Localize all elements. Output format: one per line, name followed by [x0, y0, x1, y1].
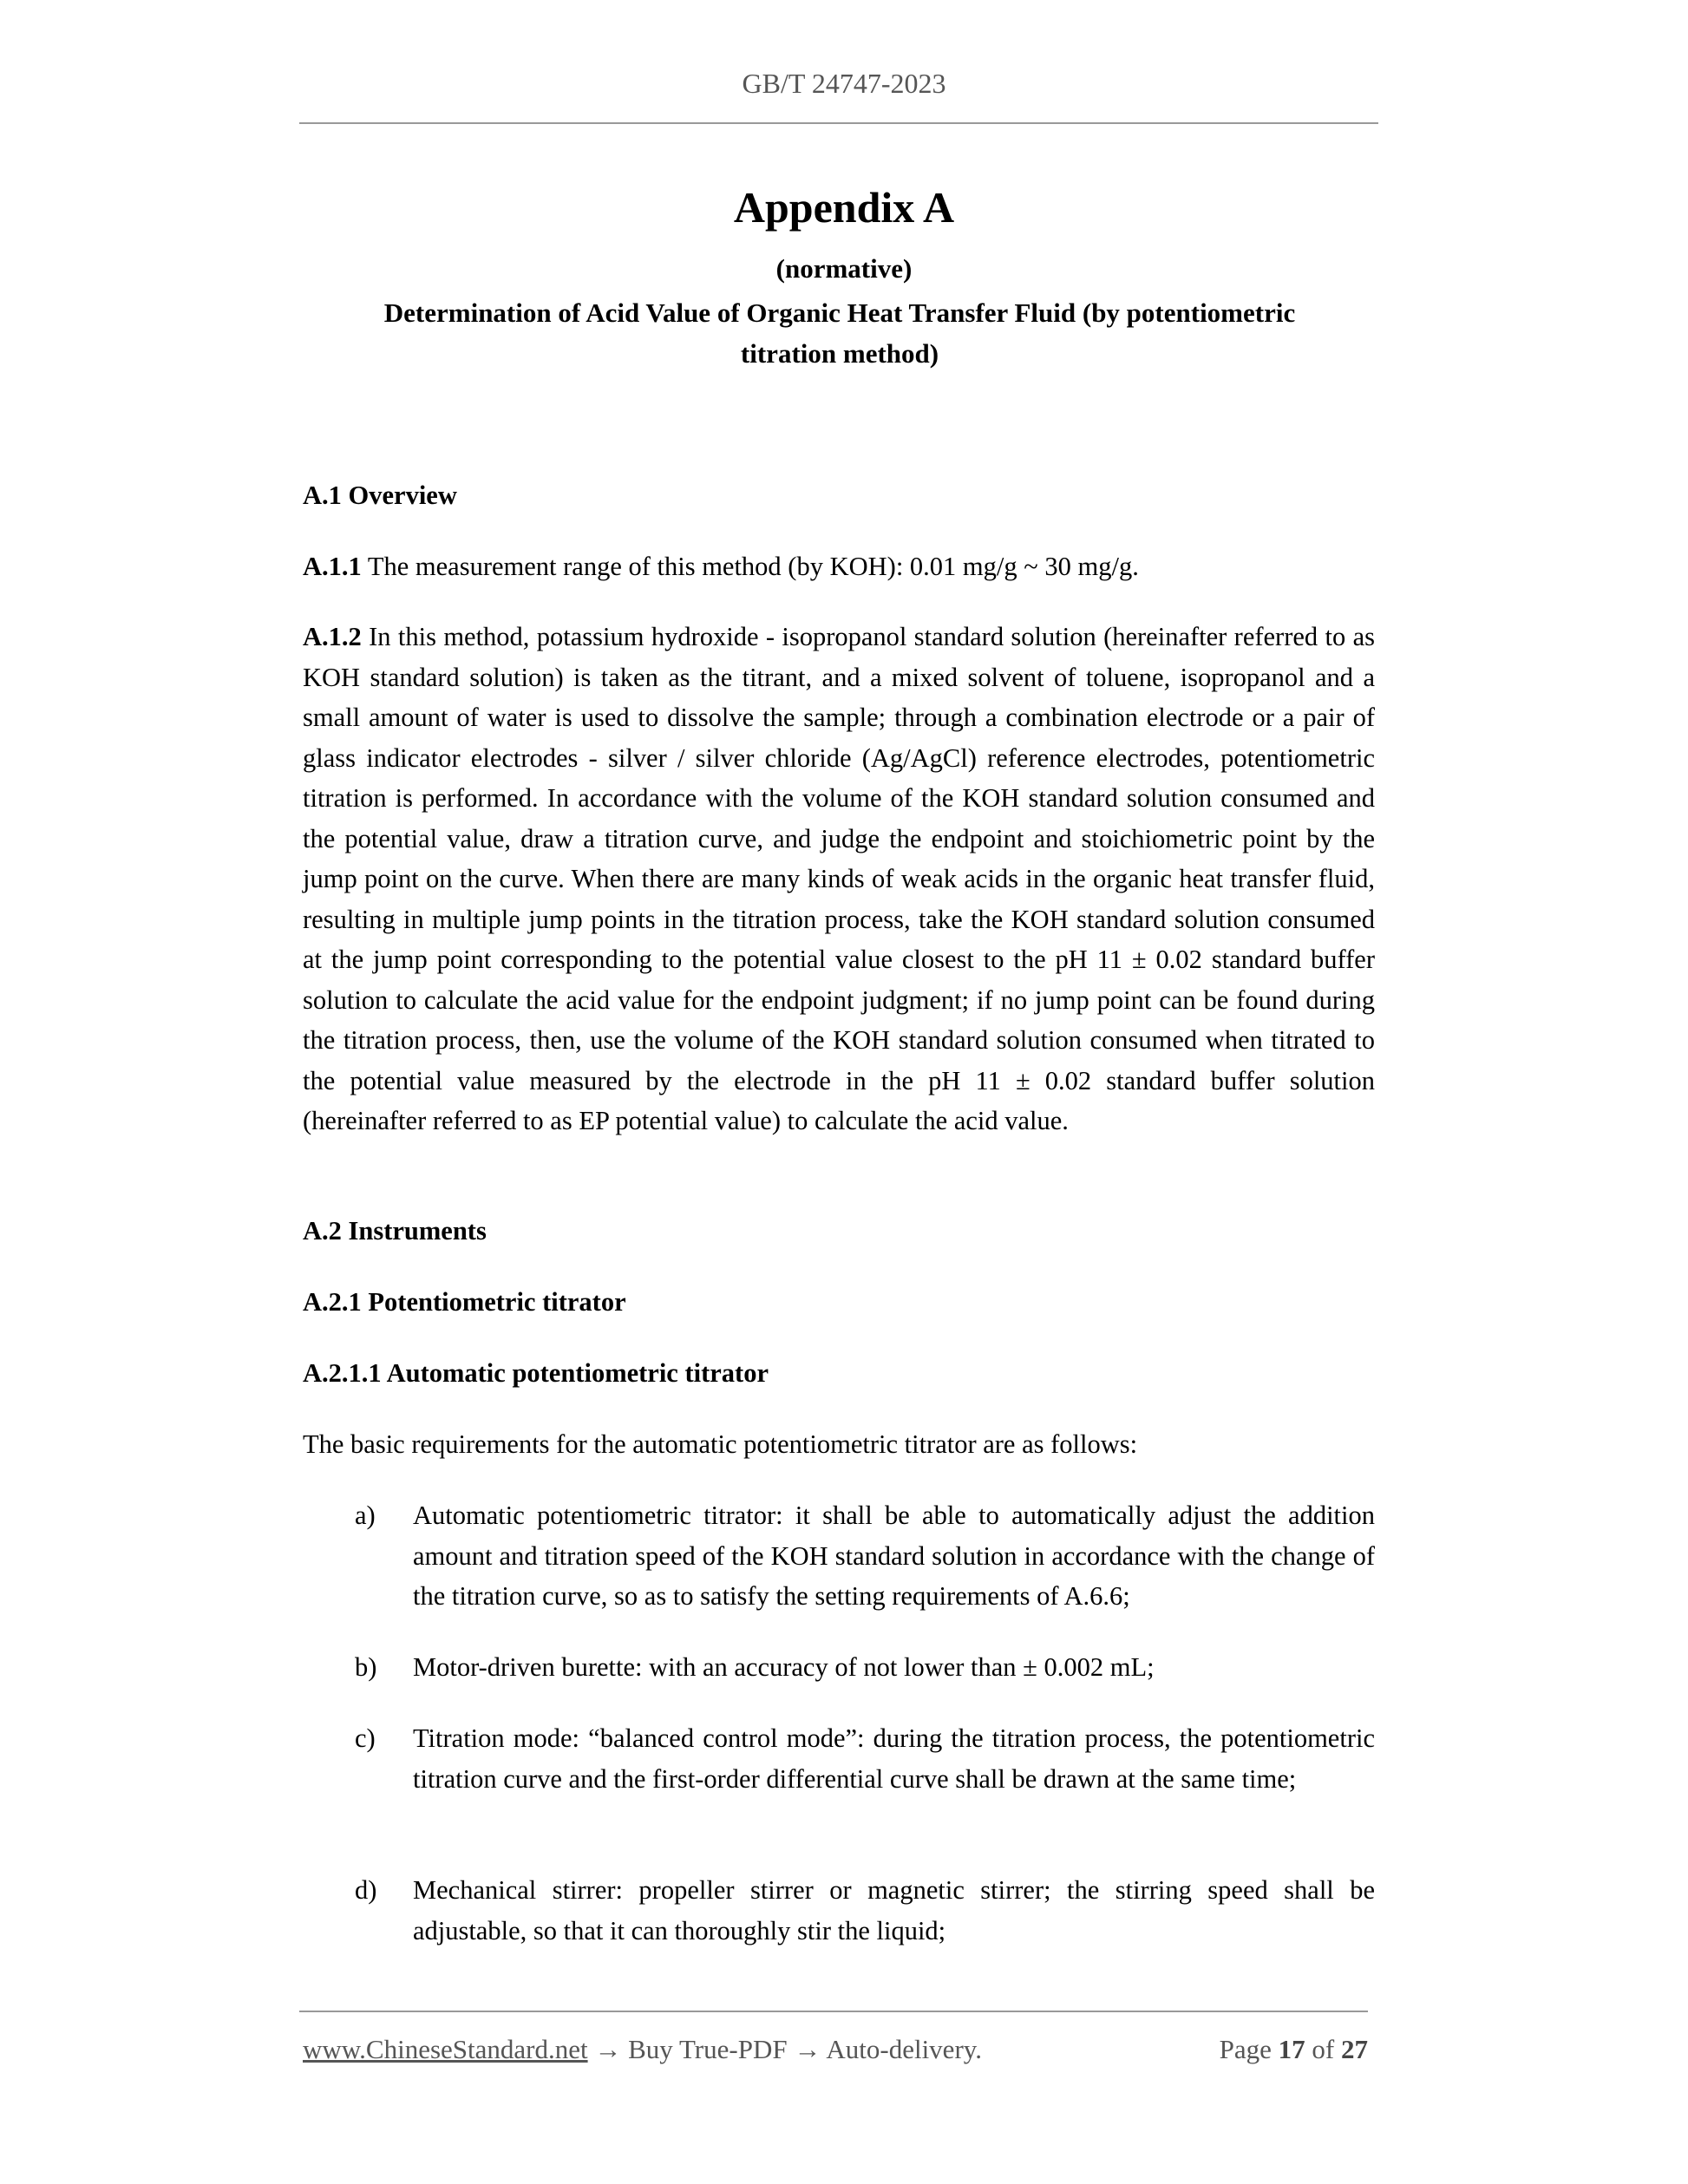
list-label: c) — [355, 1723, 376, 1753]
list-item-d — [303, 1870, 1375, 1951]
list-text: Titration mode: “balanced control mode”: during the titration process, the potentiometric titration curve and the first-order differential curve shall be drawn at the same time; — [413, 1723, 1375, 1794]
list-text: Mechanical stirrer: propeller stirrer or magnetic stirrer; the stirring speed shall be adjustable, so that it can thoroughly stir the liquid; — [413, 1875, 1375, 1945]
clause-text: In this method, potassium hydroxide - isopropanol standard solution (hereinafter referred to as KOH standard solution) is taken as the titrant, and a mixed solvent of toluene, isopropanol and a small amount of water is used to dissolve the sample; through a combination electrode or a pair of glass indicator electrodes - silver / silver chloride (Ag/AgCl) reference electrodes, potentiometric titration is performed. In accordance with the volume of the KOH standard solution consumed and the potential value, draw a titration curve, and judge the endpoint and stoichiometric point by the jump point on the curve. When there are many kinds of weak acids in the organic heat transfer fluid, resulting in multiple jump points in the titration process, take the KOH standard solution consumed at the jump point corresponding to the potential value closest to the pH 11 ± 0.02 standard buffer solution to calculate the acid value for the endpoint judgment; if no jump point can be found during the titration process, then, use the volume of the KOH standard solution consumed when titrated to the potential value measured by the electrode in the pH 11 ± 0.02 standard buffer solution (hereinafter referred to as EP potential value) to calculate the acid value. — [303, 622, 1375, 1135]
website-link[interactable]: www.ChineseStandard.net — [303, 2034, 588, 2064]
heading-text: A.1 Overview — [303, 481, 457, 510]
heading-text: A.2.1 Potentiometric titrator — [303, 1287, 626, 1317]
section-a1-heading — [303, 475, 1375, 516]
appendix-title: Appendix A — [733, 183, 955, 232]
page-label: Page — [1219, 2034, 1272, 2064]
page-footer — [303, 2034, 1368, 2065]
page-number — [1220, 2034, 1368, 2065]
list-label: a) — [355, 1501, 376, 1530]
clause-a1-2 — [303, 617, 1375, 1141]
clause-a1-1 — [303, 546, 1375, 587]
clause-number: A.1.2 — [303, 622, 362, 651]
list-label: d) — [355, 1875, 377, 1905]
section-a2-1-1-heading — [303, 1353, 1375, 1394]
header-divider — [299, 122, 1378, 124]
page-current: 17 — [1278, 2034, 1305, 2064]
list-item-b — [303, 1647, 1375, 1688]
section-a2-heading — [303, 1211, 1375, 1252]
page-of: of — [1312, 2034, 1335, 2064]
section-a2-1-heading — [303, 1282, 1375, 1323]
appendix-normative-label: (normative) — [775, 253, 913, 284]
intro-text: The basic requirements for the automatic potentiometric titrator are as follows: — [303, 1429, 1138, 1459]
list-text: Automatic potentiometric titrator: it shall be able to automatically adjust the addition amount and titration speed of the KOH standard solution in accordance with the change of the titration curve, so as to satisfy the setting requirements of A.6.6; — [413, 1501, 1375, 1611]
appendix-long-title: Determination of Acid Value of Organic Heat Transfer Fluid (by potentiometric titration method) — [383, 298, 1296, 369]
page-total: 27 — [1341, 2034, 1368, 2064]
list-text: Motor-driven burette: with an accuracy of not lower than ± 0.002 mL; — [413, 1652, 1155, 1682]
list-item-a — [303, 1495, 1375, 1617]
clause-text: The measurement range of this method (by KOH): 0.01 mg/g ~ 30 mg/g. — [361, 552, 1139, 581]
requirements-intro — [303, 1424, 1375, 1465]
list-item-c — [303, 1718, 1375, 1799]
footer-divider — [299, 2011, 1368, 2012]
document-id-header: GB/T 24747-2023 — [742, 68, 946, 99]
footer-tagline: → Buy True-PDF → Auto-delivery. — [587, 2034, 982, 2064]
clause-number: A.1.1 — [303, 552, 362, 581]
list-label: b) — [355, 1652, 377, 1682]
heading-text: A.2 Instruments — [303, 1216, 487, 1246]
heading-text: A.2.1.1 Automatic potentiometric titrator — [303, 1358, 769, 1388]
